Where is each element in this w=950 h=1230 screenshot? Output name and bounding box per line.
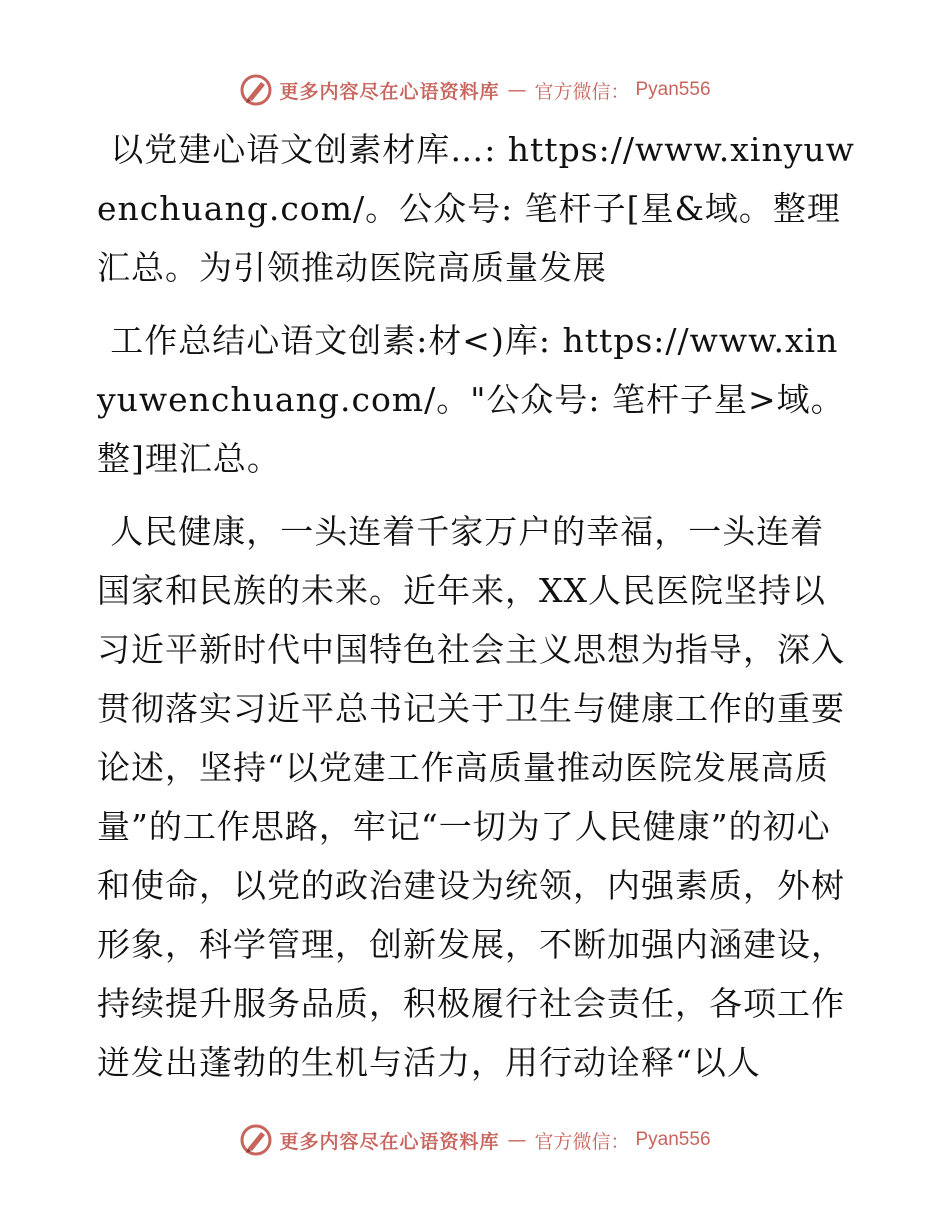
watermark-main-text: 更多内容尽在心语资料库 [279, 80, 500, 103]
pen-logo-icon [239, 73, 273, 107]
watermark-dash: — [507, 79, 527, 101]
pen-logo-icon [239, 1123, 273, 1157]
watermark-wechat-id: Pyan556 [635, 1129, 711, 1150]
watermark-label: 官方微信： [534, 1130, 630, 1153]
watermark-wechat-id: Pyan556 [635, 79, 711, 100]
paragraph-3: 人民健康，一头连着千家万户的幸福，一头连着国家和民族的未来。近年来，XX人民医院坚持以习近平新时代中国特色社会主义思想为指导，深入贯彻落实习近平总书记关于卫生与健康工作的重要论述，坚持“以党建工作高质量推动医院发展高质量”的工作思路，牢记“一切为了人民健康”的初心和使命，以党的政治建设为统领，内强素质，外树形象，科学管理，创新发展，不断加强内涵建设，持续提升服务品质，积极履行社会责任，各项工作迸发出蓬勃的生机与活力，用行动诠释“以人 [97, 512, 845, 1082]
document-body [97, 120, 857, 1092]
paragraph-1: 以党建心语文创素材库…: https://www.xinyuwenchuang.com/。公众号: 笔杆子[星&域。整理汇总。为引领推动医院高质量发展 [97, 130, 855, 287]
watermark-dash: — [507, 1129, 527, 1151]
header-watermark [0, 72, 950, 108]
footer-watermark [0, 1122, 950, 1158]
watermark-main-text: 更多内容尽在心语资料库 [279, 1130, 500, 1153]
paragraph-2: 工作总结心语文创素:材<)库: https://www.xinyuwenchuang.com/。"公众号: 笔杆子星>域。整]理汇总。 [97, 321, 845, 478]
watermark-label: 官方微信： [534, 80, 630, 103]
